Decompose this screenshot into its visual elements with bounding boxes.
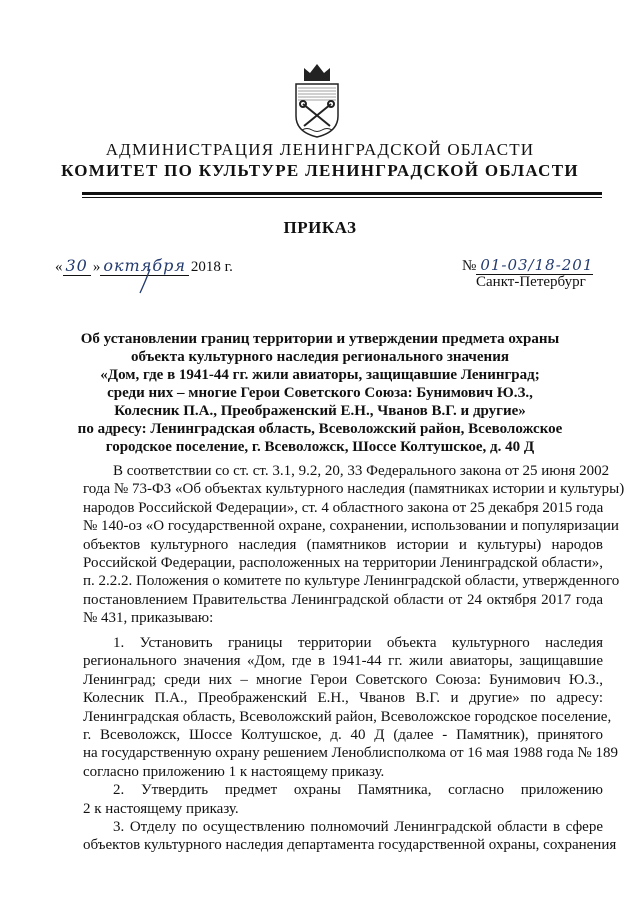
header-divider-thin [82, 197, 602, 198]
subject-line: Об установлении границ территории и утверждении предмета охраны [80, 331, 560, 347]
organization-line-2: КОМИТЕТ ПО КУЛЬТУРЕ ЛЕНИНГРАДСКОЙ ОБЛАСТИ [61, 161, 579, 180]
date-day-handwritten: 30 [63, 256, 91, 276]
preamble-paragraph [83, 462, 625, 628]
item-1-line: регионального значения «Дом, где в 1941-44 гг. жили авиаторы, защищавшие [83, 653, 603, 670]
subject-line: по адресу: Ленинградская область, Всеволожский район, Всеволожское [77, 421, 563, 437]
item-1-line: г. Всеволожск, Шоссе Колтушское, д. 40 Д (далее - Памятник), принятого [83, 726, 603, 743]
coat-of-arms-icon [292, 60, 342, 138]
organization-line-1: АДМИНИСТРАЦИЯ ЛЕНИНГРАДСКОЙ ОБЛАСТИ [105, 140, 535, 159]
header-divider-thick [82, 192, 602, 195]
date-open-quote: « [55, 259, 63, 275]
text-line: В соответствии со ст. ст. 3.1, 9.2, 20, 33 Федерального закона от 25 июня 2002 [113, 463, 610, 479]
item-1-line: Ленинград; среди них – многие Герои Советского Союза: Бунимович Ю.З., [83, 671, 603, 688]
text-line: п. 2.2.2. Положения о комитете по культуре Ленинградской области, утвержденного [83, 573, 620, 590]
subject-line: городское поселение, г. Всеволожск, Шоссе Колтушское, д. 40 Д [105, 439, 535, 455]
subject-line: Колесник П.А., Преображенский Е.Н., Чванов В.Г. и другие» [114, 403, 526, 419]
date-month-handwritten: октября [100, 256, 189, 276]
subject-line: «Дом, где в 1941-44 гг. жили авиаторы, защищавшие Ленинград; [100, 367, 540, 383]
text-line: № 431, приказываю: [83, 610, 214, 627]
text-line: постановлением Правительства Ленинградской области от 24 октября 2017 года [83, 591, 603, 608]
item-2-line: 2. Утвердить предмет охраны Памятника, согласно приложению [113, 782, 603, 799]
document-title: ПРИКАЗ [283, 218, 357, 237]
item-3-line: 3. Отделу по осуществлению полномочий Ленинградской области в сфере [113, 818, 603, 835]
number-sign: № [462, 258, 477, 274]
item-1-line: согласно приложению 1 к настоящему приказу. [83, 763, 385, 780]
order-number-handwritten: 01-03/18-201 [476, 256, 593, 275]
order-city: Санкт-Петербург [476, 274, 586, 290]
date-close-quote: » [92, 259, 101, 275]
text-line: № 140-оз «О государственной охране, сохранении, использовании и популяризации [83, 518, 619, 535]
order-number [462, 256, 593, 275]
date-year: 2018 г. [190, 259, 233, 275]
item-1-line: Колесник П.А., Преображенский Е.Н., Чванов В.Г. и другие» по адресу: [83, 690, 603, 707]
subject-line: среди них – многие Герои Советского Союза: Бунимович Ю.З., [107, 385, 533, 401]
item-1-line: на государственную охрану решением Леноблисполкома от 16 мая 1988 года № 189 [83, 745, 618, 762]
text-line: объектов культурного наследия (памятников истории и культуры) народов [83, 536, 603, 553]
text-line: года № 73-ФЗ «Об объектах культурного наследия (памятниках истории и культуры) [83, 481, 625, 498]
item-3-line: объектов культурного наследия департамента государственной охраны, сохранения [83, 837, 617, 854]
order-subject [44, 330, 596, 456]
text-line: народов Российской Федерации», ст. 4 областного закона от 25 декабря 2015 года [83, 499, 604, 516]
item-2-line: 2 к настоящему приказу. [83, 800, 239, 817]
subject-line: объекта культурного наследия регионального значения [131, 349, 509, 365]
item-1-line: 1. Установить границы территории объекта культурного наследия [113, 635, 603, 651]
order-items [83, 634, 618, 855]
item-1-line: Ленинградская область, Всеволожский район, Всеволожское городское поселение, [83, 708, 612, 725]
text-line: Российской Федерации, расположенных на территории Ленинградской области», [83, 554, 603, 571]
handwritten-stroke-icon [138, 268, 152, 294]
